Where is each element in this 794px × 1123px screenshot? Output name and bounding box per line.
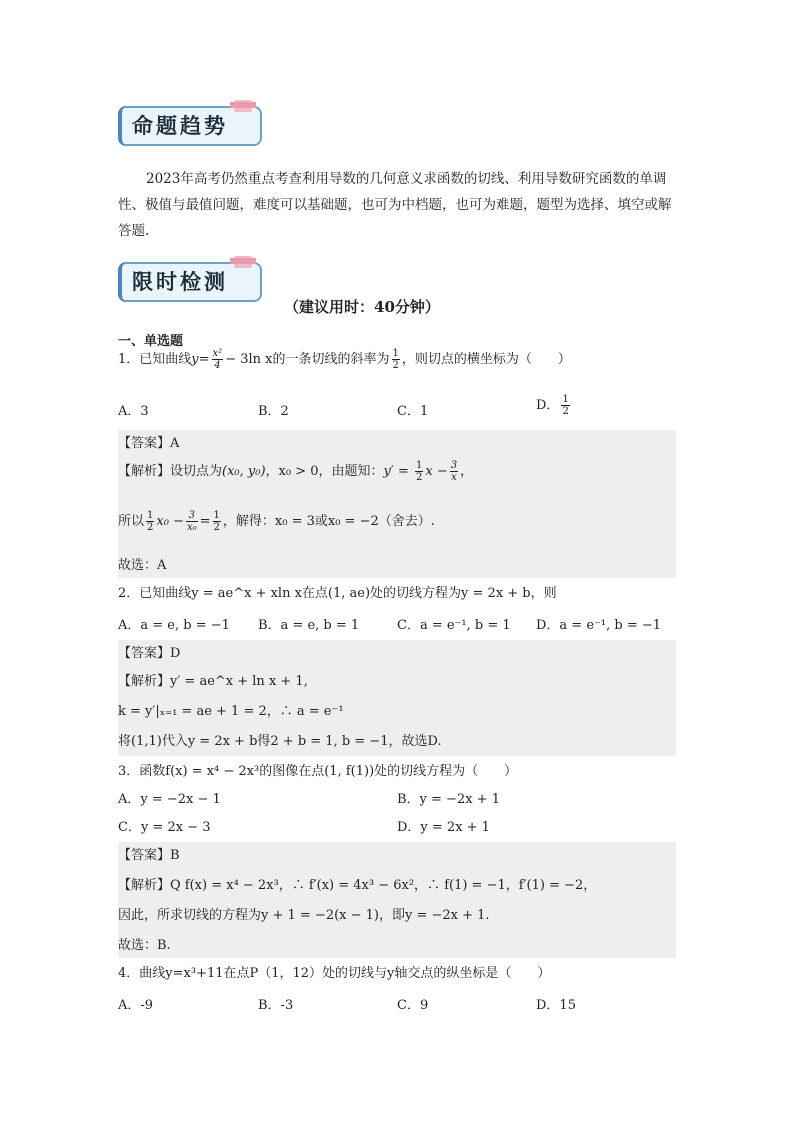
analysis-line-2: 因此，所求切线的方程为y + 1 = −2(x − 1)，即y = −2x + 1.: [118, 908, 490, 923]
q4-option-d[interactable]: D．15: [536, 998, 576, 1013]
q1-answer-box: [118, 430, 676, 578]
q1-option-b[interactable]: B．2: [258, 404, 289, 419]
q2-option-d[interactable]: D．a = e⁻¹, b = −1: [536, 618, 662, 633]
q3-answer-box: [118, 842, 676, 958]
q1-option-c[interactable]: C．1: [397, 404, 429, 419]
section-title: 限时检测: [132, 270, 228, 294]
answer: 【答案】B: [118, 848, 180, 863]
q2-option-b[interactable]: B．a = e, b = 1: [258, 618, 360, 633]
q2-answer-box: [118, 640, 676, 756]
q3-option-c[interactable]: C．y = 2x − 3: [118, 820, 211, 835]
q4-option-a[interactable]: A．-9: [118, 998, 154, 1013]
time-hint: （建议用时：40分钟）: [284, 298, 440, 316]
q2-option-a[interactable]: A．a = e, b = −1: [118, 618, 230, 633]
q4-option-b[interactable]: B．-3: [258, 998, 294, 1013]
answer: 【答案】A: [118, 436, 180, 451]
q3-option-b[interactable]: B．y = −2x + 1: [397, 792, 500, 807]
fraction: $\frac{1}{2}$: [392, 348, 399, 371]
fraction: $\frac{\text{x²}}{4}$: [212, 348, 223, 371]
section-banner-test: [118, 256, 266, 302]
intro-paragraph: 2023年高考仍然重点考查利用导数的几何意义求函数的切线、利用导数研究函数的单调性、极值与最值问题，难度可以基础题，也可为中档题，也可为难题，题型为选择、填空或解答题.: [118, 171, 672, 239]
q3-option-a[interactable]: A．y = −2x − 1: [118, 792, 221, 807]
choose: 故选：B.: [118, 938, 171, 953]
q3-option-d[interactable]: D．y = 2x + 1: [397, 820, 490, 835]
section-banner-trend: [118, 100, 266, 146]
answer: 【答案】D: [118, 646, 181, 661]
analysis: 【解析】y′ = ae^x + ln x + 1,: [118, 674, 308, 689]
section-title: 命题趋势: [132, 114, 228, 138]
q2-option-c[interactable]: C．a = e⁻¹, b = 1: [397, 618, 511, 633]
analysis-line-2: k = y′|ₓ₌₁ = ae + 1 = 2，∴ a = e⁻¹: [118, 704, 344, 719]
choose: 故选：A: [118, 558, 167, 573]
question-3: 3．函数f(x) = x⁴ − 2x³的图像在点(1, f(1))处的切线方程为（ ）: [118, 764, 518, 779]
analysis-line-2: 所以 $\frac{1}{2}$ x₀ − $\frac{3}{\text{x₀}}$ = $\frac{1}{2}$ ，解得：x₀ = 3或x₀ = −2（舍去）.: [118, 510, 435, 533]
q1-option-a[interactable]: A．3: [118, 404, 149, 419]
q4-option-c[interactable]: C．9: [397, 998, 429, 1013]
analysis: 【解析】Q f(x) = x⁴ − 2x³，∴ f′(x) = 4x³ − 6x²，∴ f(1) = −1，f′(1) = −2，: [118, 878, 597, 893]
question-2: 2．已知曲线y = ae^x + xln x在点(1, ae)处的切线方程为y = 2x + b，则: [118, 586, 557, 601]
question-1: 1．已知曲线y= $\frac{\text{x²}}{4}$ − 3ln x的一条切线的斜率为 $\frac{1}{2}$ ，则切点的横坐标为（ ）: [118, 348, 571, 371]
analysis: 【解析】设切点为(x₀, y₀)，x₀ > 0，由题知：y′ = $\frac{1}{2}$ x − $\frac{3}{x}$ ，: [118, 460, 474, 483]
q1-option-d[interactable]: D． $\frac{1}{2}$: [536, 394, 569, 417]
question-4: 4．曲线y=x³+11在点P（1，12）处的切线与y轴交点的纵坐标是（ ）: [118, 966, 551, 981]
analysis-line-3: 将(1,1)代入y = 2x + b得2 + b = 1, b = −1，故选D.: [118, 734, 442, 749]
part-heading: 一、单选题: [118, 334, 184, 349]
